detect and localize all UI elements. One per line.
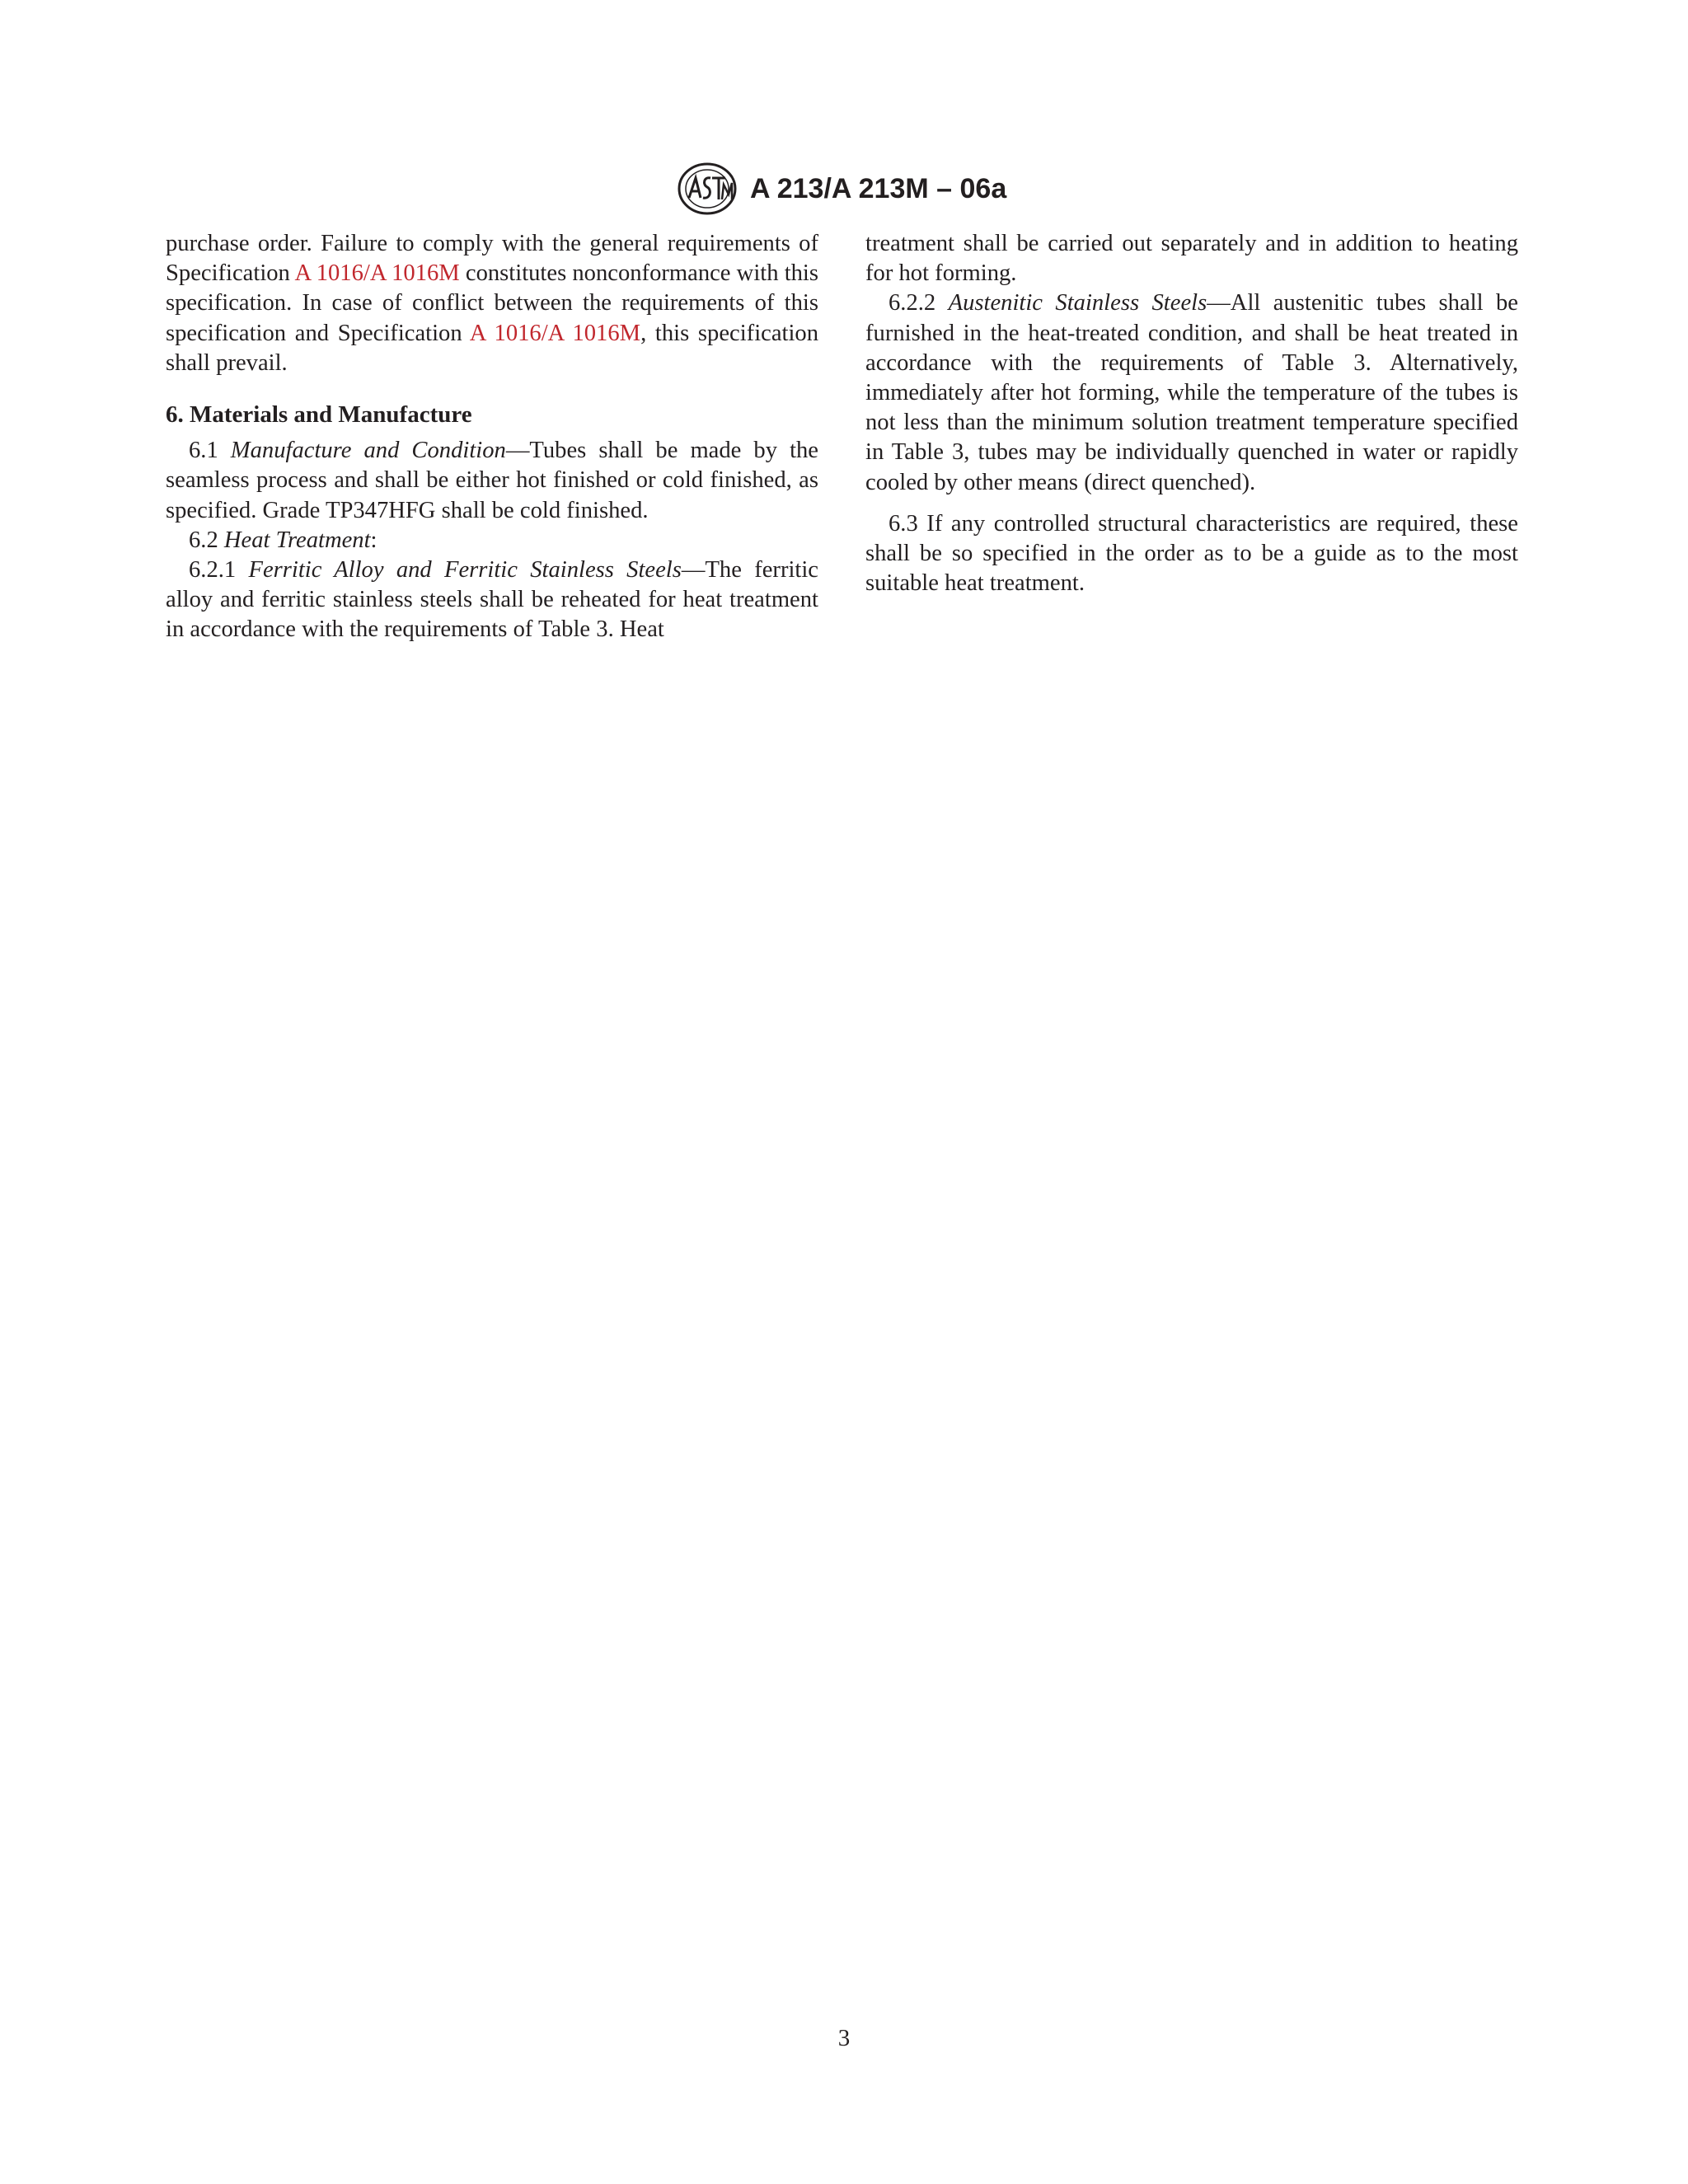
section-number: 6.1 — [189, 438, 231, 464]
section-6-1 — [166, 436, 818, 526]
section-number: 6.2.2 — [889, 290, 949, 316]
section-6-2-2 — [865, 288, 1518, 497]
paragraph-text: , this specification shall prevail. — [166, 320, 819, 376]
section-6-3: 6.3 If any controlled structural characteristics are required, these shall be so specified in the order as to be a guide as to the most suitable heat treatment. — [865, 510, 1518, 597]
document-designation: A 213/A 213M – 06a — [750, 173, 1007, 204]
section-title: Austenitic Stainless Steels — [948, 290, 1207, 316]
paragraph-text: constitutes nonconformance with this specification. In case of conflict between the requirements of this specification and Specification — [166, 260, 819, 346]
section-title: Manufacture and Condition — [230, 438, 506, 464]
reference-link-a1016[interactable]: A 1016/A 1016M — [469, 320, 641, 346]
section-text: : — [370, 527, 377, 553]
section-text: —The ferritic alloy and ferritic stainless steels shall be reheated for heat treatment in accordance with the requirements of Table 3. Heat — [166, 557, 818, 643]
section-title: Ferritic Alloy and Ferritic Stainless Steels — [248, 557, 682, 583]
section-number: 6.2.1 — [189, 557, 249, 583]
astm-logo-icon — [676, 162, 738, 216]
reference-link-a1016[interactable]: A 1016/A 1016M — [294, 260, 460, 287]
page-header — [0, 162, 1688, 219]
paragraph-text: purchase order. Failure to comply with the general requirements of Specification — [166, 231, 818, 287]
right-column — [865, 229, 1518, 598]
section-number: 6.2 — [189, 527, 224, 553]
section-text: —All austenitic tubes shall be furnished in the heat-treated condition, and shall be heat treated in accordance with the requirements of Table 3. Alternatively, immediately after hot forming, while the temperature of the tubes is not less than the minimum solution treatment temperature specified in Table 3, tubes may be individually quenched in water or rapidly cooled by other means (direct quenched). — [865, 290, 1518, 495]
left-column — [166, 229, 818, 645]
section-6-2-1 — [166, 555, 818, 645]
section-6-2 — [166, 526, 818, 555]
section-text: —Tubes shall be made by the seamless process and shall be either hot finished or cold finished, as specified. Grade TP347HFG shall be cold finished. — [166, 438, 818, 523]
section-heading: 6. Materials and Manufacture — [166, 401, 472, 429]
paragraph-intro — [166, 229, 818, 378]
paragraph-continuation: treatment shall be carried out separately and in addition to heating for hot forming. — [865, 231, 1518, 287]
page-number: 3 — [837, 2025, 851, 2051]
section-title: Heat Treatment — [223, 527, 371, 553]
